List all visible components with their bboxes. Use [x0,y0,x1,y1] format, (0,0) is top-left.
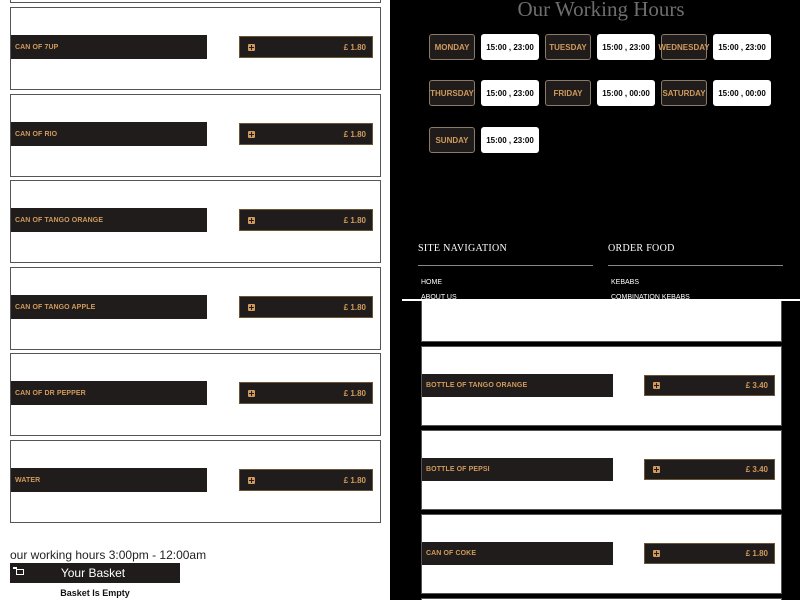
add-to-basket-button[interactable] [239,209,373,231]
nav-link-home[interactable]: HOME [421,279,442,286]
menu-card [10,353,381,436]
menu-item-price: £ 1.80 [343,42,366,52]
plus-square-icon [248,217,255,224]
divider [608,265,783,266]
plus-square-icon [248,390,255,397]
menu-item-price: £ 1.80 [343,388,366,398]
day-label-wednesday: WEDNESDAY [661,34,707,60]
add-to-basket-button[interactable] [239,469,373,491]
menu-item-price: £ 1.80 [343,302,366,312]
add-to-basket-button[interactable] [644,375,775,396]
day-label-tuesday: TUESDAY [545,34,591,60]
menu-card [421,301,782,342]
panel-divider [390,0,402,600]
menu-item-price: £ 3.40 [745,381,768,390]
plus-square-icon [653,550,660,557]
hours-value-friday: 15:00 , 00:00 [597,80,655,106]
menu-item-price: £ 1.80 [343,215,366,225]
menu-card [421,346,782,426]
working-hours-panel [402,0,800,299]
menu-item-price: £ 3.40 [745,465,768,474]
hours-value-thursday: 15:00 , 23:00 [481,80,539,106]
menu-item-name: CAN OF COKE [422,542,613,565]
menu-item-name: CAN OF DR PEPPER [11,381,207,405]
day-label-thursday: THURSDAY [429,80,475,106]
plus-square-icon [248,477,255,484]
menu-card [10,180,381,263]
menu-item-price: £ 1.80 [343,129,366,139]
add-to-basket-button[interactable] [239,36,373,58]
hours-value-monday: 15:00 , 23:00 [481,34,539,60]
menu-item-price: £ 1.80 [343,475,366,485]
hours-value-saturday: 15:00 , 00:00 [713,80,771,106]
menu-item-name: CAN OF TANGO APPLE [11,295,207,319]
menu-item-name: CAN OF TANGO ORANGE [11,208,207,232]
plus-square-icon [248,304,255,311]
hours-value-wednesday: 15:00 , 23:00 [713,34,771,60]
menu-card [421,514,782,594]
menu-item-name: BOTTLE OF TANGO ORANGE [422,374,613,397]
nav-link-kebabs[interactable]: KEBABS [611,279,640,286]
day-label-friday: FRIDAY [545,80,591,106]
plus-square-icon [248,44,255,51]
day-label-sunday: SUNDAY [429,127,475,153]
order-food-heading: ORDER FOOD [608,243,675,254]
menu-panel-right [402,301,800,600]
day-label-saturday: SATURDAY [661,80,707,106]
menu-card [10,440,381,523]
menu-item-price: £ 1.80 [745,549,768,558]
add-to-basket-button[interactable] [239,382,373,404]
day-label-monday: MONDAY [429,34,475,60]
menu-card [10,7,381,90]
menu-panel-left [0,0,390,600]
menu-item-name: CAN OF 7UP [11,35,207,59]
nav-link-about-us[interactable]: ABOUT US [421,294,457,299]
your-basket-button[interactable] [10,563,180,583]
working-hours-title: Our Working Hours [517,0,685,21]
menu-item-name: BOTTLE OF PEPSI [422,458,613,481]
hours-value-sunday: 15:00 , 23:00 [481,127,539,153]
hours-value-tuesday: 15:00 , 23:00 [597,34,655,60]
menu-item-name: CAN OF RIO [11,122,207,146]
plus-square-icon [653,466,660,473]
add-to-basket-button[interactable] [239,296,373,318]
basket-empty-message: Basket Is Empty [60,588,130,598]
site-navigation-heading: SITE NAVIGATION [418,243,508,254]
menu-card [10,267,381,350]
menu-card [10,94,381,177]
basket-label: Your Basket [60,566,126,580]
plus-square-icon [248,131,255,138]
divider [418,265,593,266]
add-to-basket-button[interactable] [644,459,775,480]
plus-square-icon [653,382,660,389]
menu-card [421,430,782,510]
nav-link-combination-kebabs[interactable]: COMBINATION KEBABS [611,294,690,299]
add-to-basket-button[interactable] [239,123,373,145]
menu-card [10,0,381,3]
working-hours-text: our working hours 3:00pm - 12:00am [10,548,207,562]
menu-item-name: WATER [11,468,207,492]
add-to-basket-button[interactable] [644,543,775,564]
